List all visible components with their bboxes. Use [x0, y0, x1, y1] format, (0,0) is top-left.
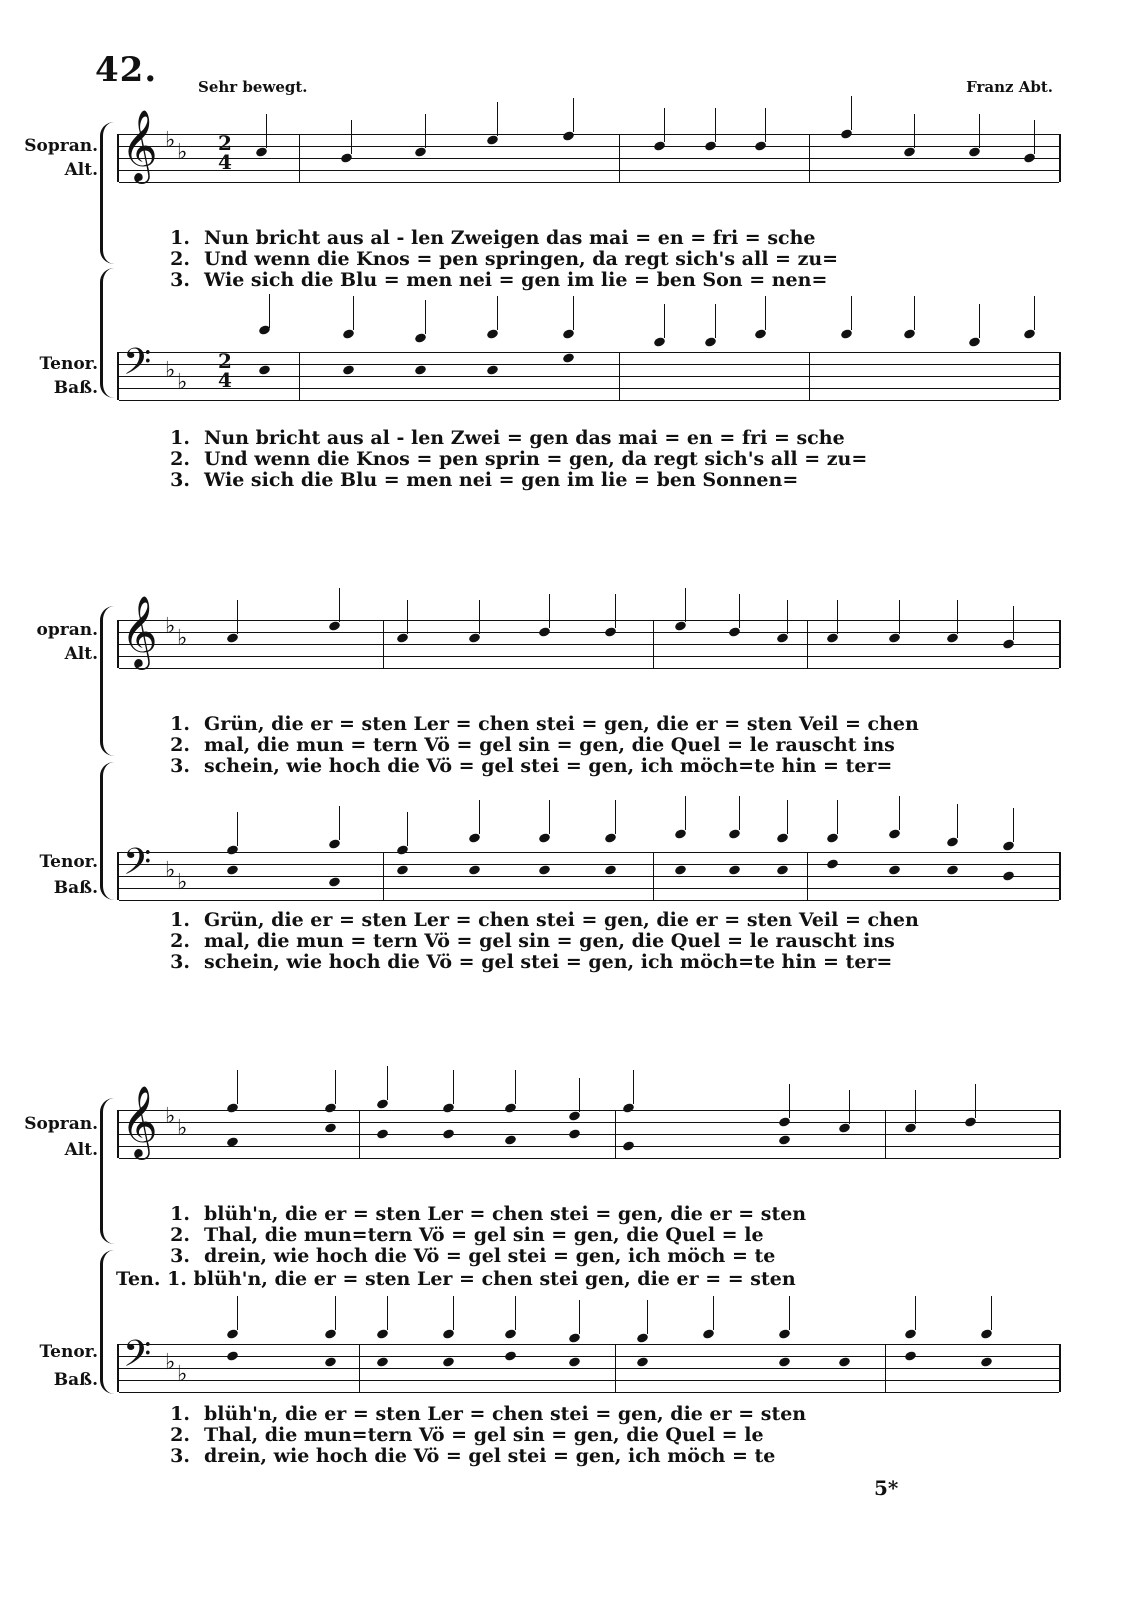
lyrics-upper-3 — [160, 1204, 1050, 1267]
bass-clef: 𝄢 — [123, 1333, 152, 1384]
brace-lower — [100, 762, 117, 900]
flat-sign: ♭ — [177, 140, 188, 165]
flat-sign: ♭ — [165, 1104, 176, 1129]
bass-clef: 𝄢 — [123, 841, 152, 892]
lyric-line: 3. drein, wie hoch die Vö = gel stei = gen, ich möch = te — [170, 1445, 776, 1467]
lyrics-lower-3 — [160, 1404, 1050, 1467]
lyric-line: 1. blüh'n, die er = sten Ler = chen stei = gen, die er = sten — [170, 1403, 807, 1425]
label-sopran: Sopran. — [24, 136, 98, 156]
time-signature: 2 4 — [218, 131, 232, 174]
staff-tenor-bass-3 — [117, 1333, 1061, 1392]
lyric-line: 1. Nun bricht aus al - len Zweigen das mai = en = fri = sche — [170, 227, 816, 249]
time-signature: 2 4 — [218, 349, 232, 392]
staff-sopran-alt-1 — [117, 108, 1061, 182]
label-bass: Baß. — [53, 1370, 98, 1390]
flat-sign: ♭ — [177, 626, 188, 651]
lyric-line: 1. blüh'n, die er = sten Ler = chen stei = gen, die er = sten — [170, 1203, 807, 1225]
lyric-line: 1. Nun bricht aus al - len Zwei = gen das mai = en = fri = sche — [170, 427, 845, 449]
staff-tenor-bass-2 — [117, 841, 1061, 900]
lyric-line: 2. Und wenn die Knos = pen springen, da regt sich's all = zu= — [170, 248, 839, 270]
lyric-line: 3. drein, wie hoch die Vö = gel stei = gen, ich möch = te — [170, 1245, 776, 1267]
brace-upper — [100, 1098, 117, 1244]
flat-sign: ♭ — [177, 1116, 188, 1141]
lyric-line: 1. Grün, die er = sten Ler = chen stei = gen, die er = sten Veil = chen — [170, 713, 919, 735]
label-tenor: Tenor. — [39, 1342, 98, 1362]
song-number: 42. — [95, 50, 158, 90]
flat-sign: ♭ — [165, 1350, 176, 1375]
treble-clef: 𝄞 — [121, 1084, 158, 1157]
brace-lower — [100, 1250, 117, 1394]
lyric-line: 3. schein, wie hoch die Vö = gel stei = gen, ich möch=te hin = ter= — [170, 755, 893, 777]
treble-clef: 𝄞 — [121, 108, 158, 181]
composer: Franz Abt. — [966, 78, 1053, 96]
lyrics-lower-2 — [160, 910, 1050, 973]
staff-tenor-bass-1 — [117, 341, 1061, 400]
label-sopran: Sopran. — [24, 1114, 98, 1134]
tempo-marking: Sehr bewegt. — [198, 78, 308, 96]
label-bass: Baß. — [53, 878, 98, 898]
tenor-lyric-line: Ten. 1. blüh'n, die er = sten Ler = chen stei gen, die er = = sten — [116, 1268, 796, 1290]
flat-sign: ♭ — [165, 128, 176, 153]
lyrics-upper-2 — [160, 714, 1050, 777]
lyric-line: 3. schein, wie hoch die Vö = gel stei = gen, ich möch=te hin = ter= — [170, 951, 893, 973]
flat-sign: ♭ — [177, 870, 188, 895]
label-tenor: Tenor. — [39, 354, 98, 374]
page-number: 5* — [874, 1476, 899, 1500]
lyrics-lower-1 — [160, 428, 1050, 491]
flat-sign: ♭ — [165, 614, 176, 639]
flat-sign: ♭ — [177, 370, 188, 395]
brace-upper — [100, 122, 117, 264]
lyric-line: 2. Thal, die mun=tern Vö = gel sin = gen, die Quel = le — [170, 1424, 764, 1446]
flat-sign: ♭ — [165, 858, 176, 883]
treble-clef: 𝄞 — [121, 594, 158, 667]
lyric-line: 1. Grün, die er = sten Ler = chen stei = gen, die er = sten Veil = chen — [170, 909, 919, 931]
lyric-line: 2. mal, die mun = tern Vö = gel sin = gen, die Quel = le rauscht ins — [170, 734, 895, 756]
bass-clef: 𝄢 — [123, 341, 152, 392]
staff-sopran-alt-2 — [117, 594, 1061, 668]
label-tenor: Tenor. — [39, 852, 98, 872]
lyric-line: 2. Und wenn die Knos = pen sprin = gen, da regt sich's all = zu= — [170, 448, 868, 470]
lyric-line: 2. mal, die mun = tern Vö = gel sin = gen, die Quel = le rauscht ins — [170, 930, 895, 952]
lyric-line: 3. Wie sich die Blu = men nei = gen im lie = ben Son = nen= — [170, 269, 828, 291]
lyric-line: 3. Wie sich die Blu = men nei = gen im lie = ben Sonnen= — [170, 469, 799, 491]
label-bass: Baß. — [53, 378, 98, 398]
lyric-line: 2. Thal, die mun=tern Vö = gel sin = gen, die Quel = le — [170, 1224, 764, 1246]
label-alt: Alt. — [64, 1140, 98, 1160]
brace-lower — [100, 268, 117, 398]
lyrics-upper-1 — [160, 228, 1050, 291]
label-alt: Alt. — [64, 160, 98, 180]
staff-sopran-alt-3 — [117, 1084, 1061, 1158]
flat-sign: ♭ — [165, 358, 176, 383]
label-sopran: opran. — [36, 620, 98, 640]
label-alt: Alt. — [64, 644, 98, 664]
brace-upper — [100, 606, 117, 756]
flat-sign: ♭ — [177, 1362, 188, 1387]
